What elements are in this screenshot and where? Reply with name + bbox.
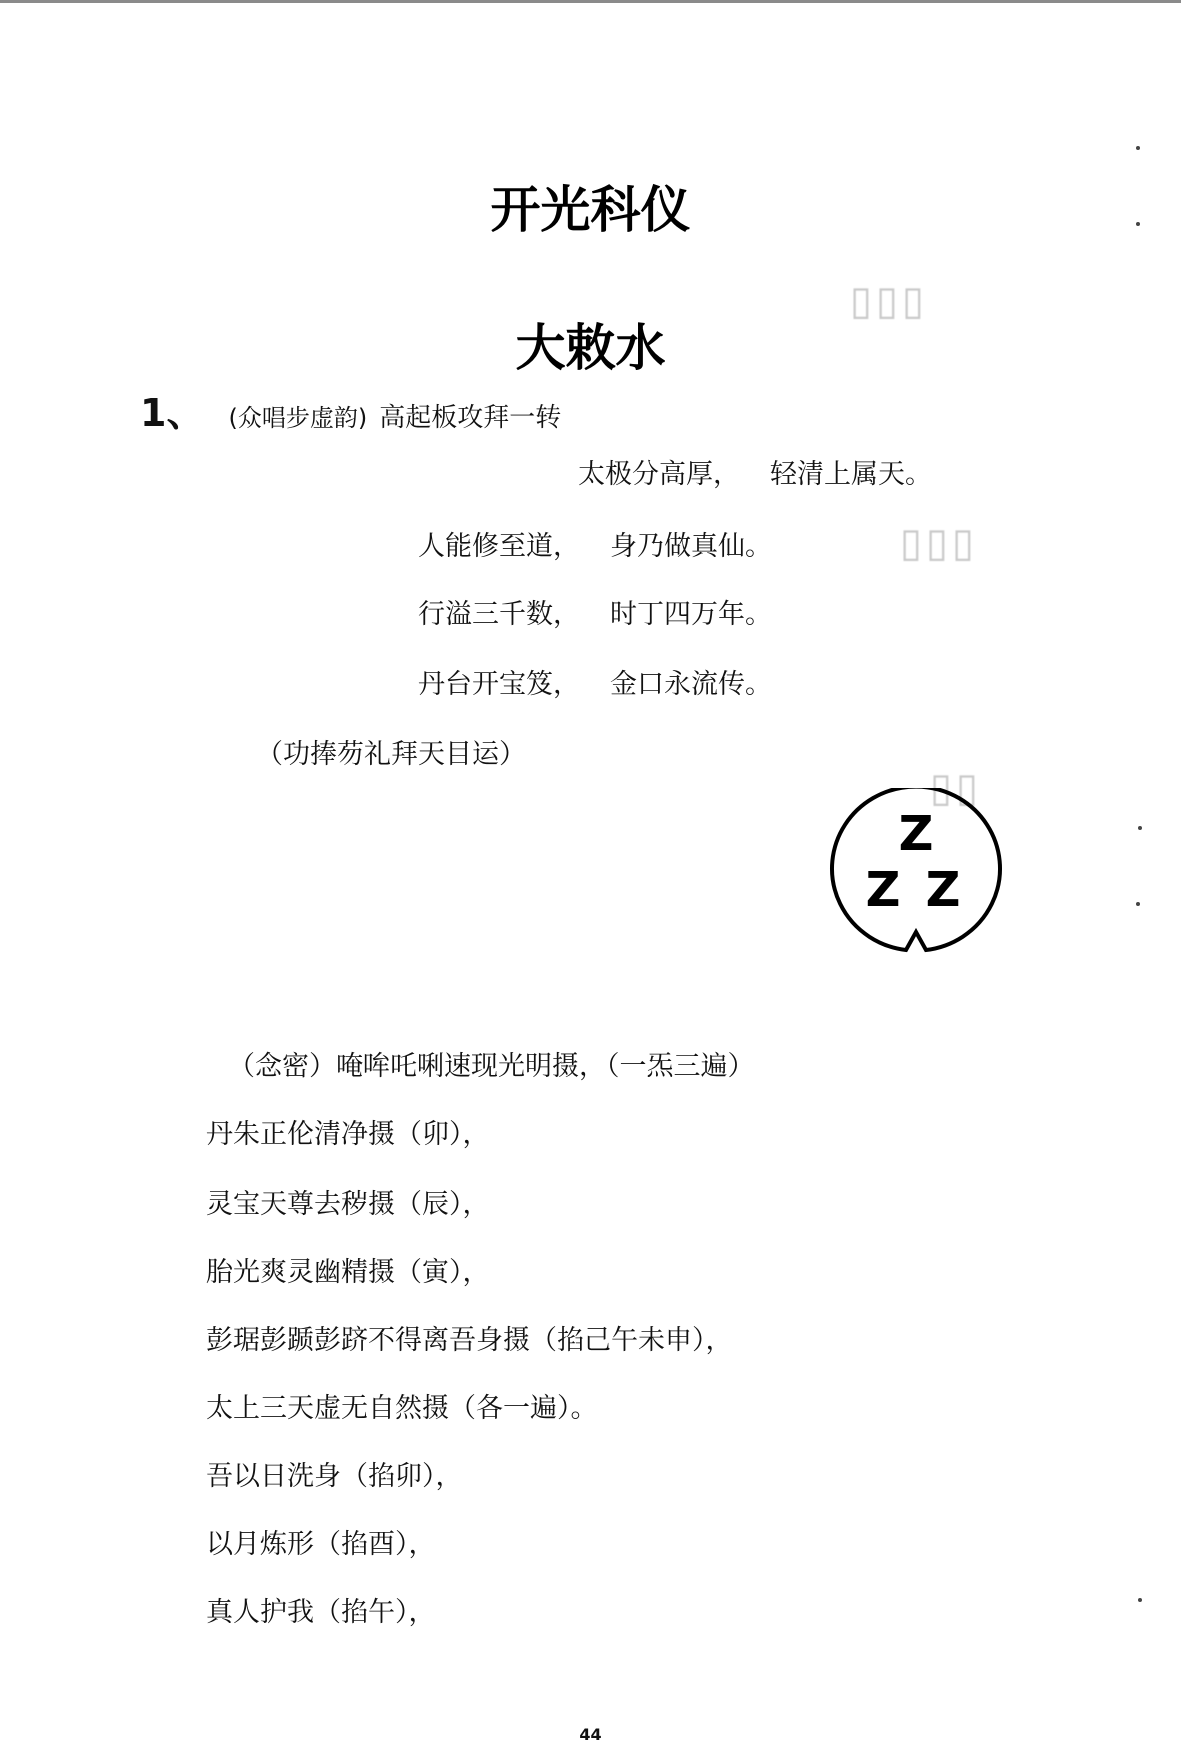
verse-first-half: 太极分高厚，: [578, 459, 740, 490]
body-line: 真人护我（掐午），: [206, 1597, 436, 1628]
verse-first-half: 人能修至道，: [418, 531, 580, 562]
ritual-note: （功捧芴礼拜天目运）: [256, 739, 526, 770]
sleep-zzz-icon: [828, 788, 1004, 958]
zzz-letter-top: Z: [898, 806, 934, 862]
verse-first-half: 行溢三千数，: [418, 599, 580, 630]
scan-speck: [1136, 146, 1140, 150]
bleed-through-mark: ▯▯▯: [900, 520, 979, 566]
verse-line: [578, 452, 932, 491]
verse-line: [418, 592, 772, 631]
verse-line: [418, 524, 772, 563]
verse-second-half: 轻清上属天。: [770, 459, 932, 490]
verse-second-half: 身乃做真仙。: [610, 531, 772, 562]
step-instruction: 高起板攻拜一转: [379, 403, 562, 433]
body-line: 太上三天虚无自然摄（各一遍）。: [206, 1393, 598, 1424]
body-line: 胎光爽灵幽精摄（寅），: [206, 1257, 490, 1288]
scan-speck: [1138, 1598, 1142, 1602]
page-title: 开光科仪: [490, 181, 691, 239]
body-line: （念密）唵哞吒唎速现光明摄，（一炁三遍）: [228, 1051, 755, 1082]
body-line: 吾以日洗身（掐卯），: [206, 1461, 463, 1492]
section-title: 大敕水: [515, 319, 666, 377]
scan-speck: [1138, 826, 1142, 830]
body-line: 灵宝天尊去秽摄（辰），: [206, 1189, 490, 1220]
bleed-through-mark: ▯▯▯: [850, 278, 929, 324]
body-line: 以月炼形（掐酉），: [206, 1529, 436, 1560]
step-number: 1、: [140, 391, 205, 435]
verse-first-half: 丹台开宝笈，: [418, 669, 580, 700]
scan-speck: [1136, 902, 1140, 906]
zzz-letter-right: Z: [925, 862, 961, 918]
verse-line: [418, 662, 772, 701]
page-number: 44: [579, 1725, 602, 1744]
zzz-letter-left: Z: [865, 862, 901, 918]
body-line: 丹朱正伦清净摄（卯），: [206, 1119, 490, 1150]
body-line: 彭琚彭踬彭跻不得离吾身摄（掐己午未申），: [206, 1325, 733, 1356]
bleed-through-mark: ▯▯: [930, 765, 983, 811]
step-paren-note: (众唱步虚韵): [228, 404, 368, 432]
scan-edge-line: [0, 0, 1181, 3]
verse-second-half: 金口永流传。: [610, 669, 772, 700]
step-heading: [140, 382, 561, 437]
verse-second-half: 时丁四万年。: [610, 599, 772, 630]
